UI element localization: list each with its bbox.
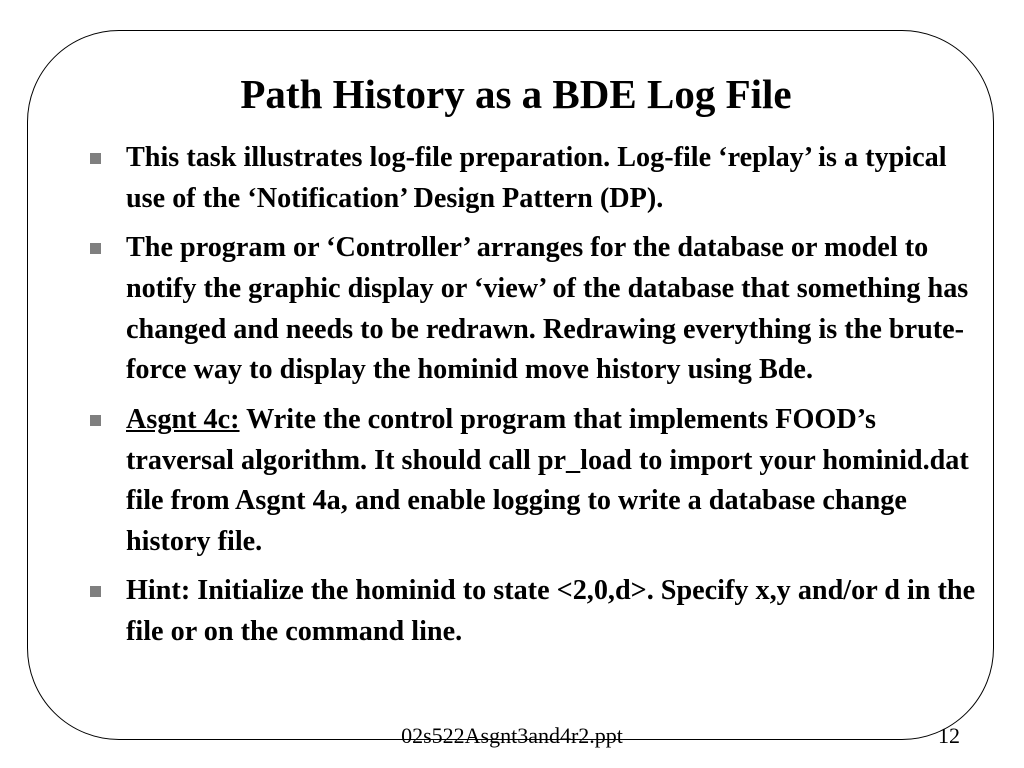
footer-page-number: 12 [938, 723, 960, 748]
square-bullet-icon [90, 586, 101, 597]
square-bullet-icon [90, 153, 101, 164]
bullet-list [88, 138, 988, 662]
bullet-text: This task illustrates log-file preparation. Log-file ‘replay’ is a typical use of the ‘Notification’ Design Pattern (DP). [126, 142, 947, 214]
bullet-text: Hint: Initialize the hominid to state <2,0,d>. Specify x,y and/or d in the file or on the command line. [126, 575, 976, 648]
footer-filename: 02s522Asgnt3and4r2.ppt [401, 723, 623, 748]
slide-title: Path History as a BDE Log File [240, 71, 792, 117]
bullet-text: Write the control program that implements FOOD’s traversal algorithm. It should call pr_load to import your hominid.dat file from Asgnt 4a, and enable logging to write a database change history file. [126, 403, 969, 558]
bullet-item [88, 571, 988, 653]
bullet-item [88, 138, 988, 220]
bullet-item [88, 228, 988, 391]
bullet-item [88, 400, 988, 563]
square-bullet-icon [90, 243, 101, 254]
square-bullet-icon [90, 415, 101, 426]
bullet-text: The program or ‘Controller’ arranges for the database or model to notify the graphic display or ‘view’ of the database that something has changed and needs to be redrawn. Redrawing everything is the brute-force way to display the hominid move history using Bde. [126, 232, 969, 386]
assignment-label: Asgnt 4c: [126, 403, 240, 435]
